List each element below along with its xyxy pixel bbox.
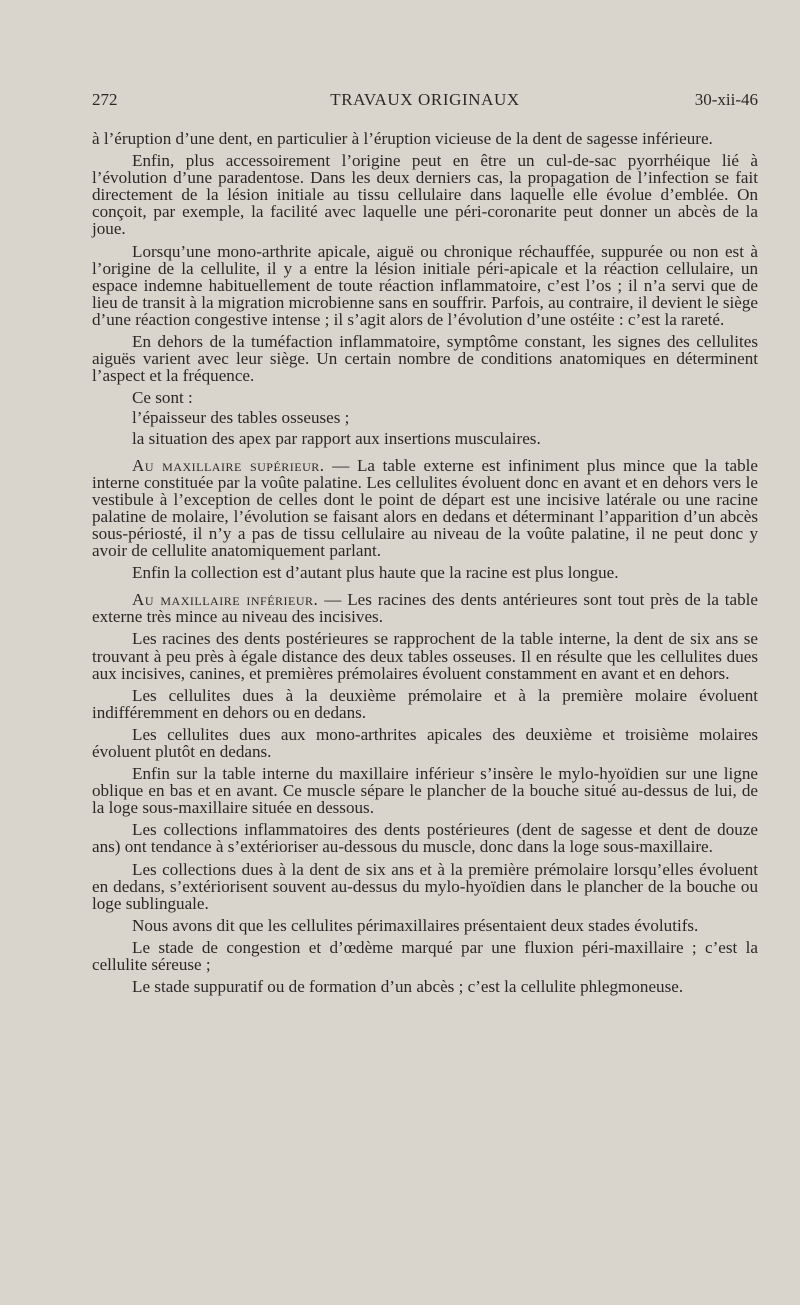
paragraph <box>92 591 758 625</box>
issue-date: 30-xii-46 <box>694 90 758 109</box>
paragraph <box>92 457 758 560</box>
em-dash: — <box>332 455 350 475</box>
paragraph: Ce sont : <box>132 388 193 408</box>
paragraph: Lorsqu’une mono-arthrite apicale, aiguë ou chronique réchauffée, suppurée ou non est à l’origine de la cellulite, il y a entre la lésion initiale péri-apicale et la réaction cellulaire, un espace indemne habituellement de toute réaction inflammatoire, c’est l’os ; il n’a servi que de lieu de transit à la migration microbienne sans en souffrir. Parfois, au contraire, il devient le siège d’une réaction congestive intense ; il s’agit alors de l’évolution d’une ostéite : c’est la rareté. <box>92 241 758 329</box>
paragraph-text: Les racines des dents antérieures sont tout près de la table externe très mince au niveau des incisives. <box>92 590 759 627</box>
page-number: 272 <box>92 90 118 109</box>
section-label: Au maxillaire inférieur. <box>132 590 319 610</box>
paragraph: à l’éruption d’une dent, en particulier à l’éruption vicieuse de la dent de sagesse inférieure. <box>92 129 713 148</box>
em-dash: — <box>324 590 342 610</box>
paragraph: Enfin sur la table interne du maxillaire inférieur s’insère le mylo-hyoïdien sur une ligne oblique en bas et en avant. Ce muscle sépare le plancher de la bouche situé au-dessus de lui, de la loge sous-maxillaire située en dessous. <box>92 764 758 818</box>
paragraph: Enfin la collection est d’autant plus haute que la racine est plus longue. <box>132 563 619 583</box>
paragraph: Le stade de congestion et d’œdème marqué par une fluxion péri-maxillaire ; c’est la cellulite séreuse ; <box>92 937 758 975</box>
paragraph: Les collections inflammatoires des dents postérieures (dent de sagesse et dent de douze ans) ont tendance à s’extérioriser au-dessous du muscle, donc dans la loge sous-maxillaire. <box>92 820 758 857</box>
section-label: Au maxillaire supérieur. <box>132 455 325 475</box>
paragraph: Le stade suppuratif ou de formation d’un abcès ; c’est la cellulite phlegmoneuse. <box>132 977 684 997</box>
paragraph: Les cellulites dues aux mono-arthrites apicales des deuxième et troisième molaires évoluent plutôt en dedans. <box>92 724 758 761</box>
paragraph-text: La table externe est infiniment plus mince que la table interne constituée par la voûte palatine. Les cellulites évoluent donc en avant et en dehors vers le vestibule à l’exception de celles dont le point de départ est une incisive latérale ou une racine palatine de molaire, l’évolution se faisant alors en dedans et déterminant l’apparition d’un abcès sous-périosté, il n’y a pas de tissu cellulaire au niveau de la voûte palatine, il ne peut donc y avoir de cellulite anatomiquement parlant. <box>92 455 758 561</box>
running-title: TRAVAUX ORIGINAUX <box>330 90 520 109</box>
paragraph: En dehors de la tuméfaction inflammatoire, symptôme constant, les signes des cellulites aiguës varient avec leur siège. Un certain nombre de conditions anatomiques en déterminent l’aspect et la fréquence. <box>92 332 758 386</box>
paragraph: Nous avons dit que les cellulites périmaxillaires présentaient deux stades évolutifs. <box>132 915 699 935</box>
list-item: la situation des apex par rapport aux insertions musculaires. <box>132 428 541 448</box>
body-text <box>92 130 758 1000</box>
paragraph: Les collections dues à la dent de six ans et à la première prémolaire lorsqu’elles évoluent en dedans, s’extériorisent souvent au-dessus du mylo-hyoïdien dans le plancher de la bouche ou loge sublinguale. <box>92 859 758 913</box>
paragraph: Enfin, plus accessoirement l’origine peut en être un cul-de-sac pyorrhéique lié à l’évolution d’une paradentose. Dans les deux derniers cas, la propagation de l’infection se fait directement de la lésion initiale au tissu cellulaire dans laquelle elle évolue d’emblée. On conçoit, par exemple, la facilité avec laquelle une péri-coronarite peut donner un abcès de la joue. <box>92 151 758 239</box>
paragraph: Les racines des dents postérieures se rapprochent de la table interne, la dent de six ans se trouvant à peu près à égale distance des deux tables osseuses. Il en résulte que les cellulites dues aux incisives, canines, et premières prémolaires évoluent constamment en avant et en dehors. <box>92 629 758 683</box>
paragraph: Les cellulites dues à la deuxième prémolaire et à la première molaire évoluent indifféremment en dehors ou en dedans. <box>92 685 758 722</box>
list-item: l’épaisseur des tables osseuses ; <box>132 408 350 428</box>
